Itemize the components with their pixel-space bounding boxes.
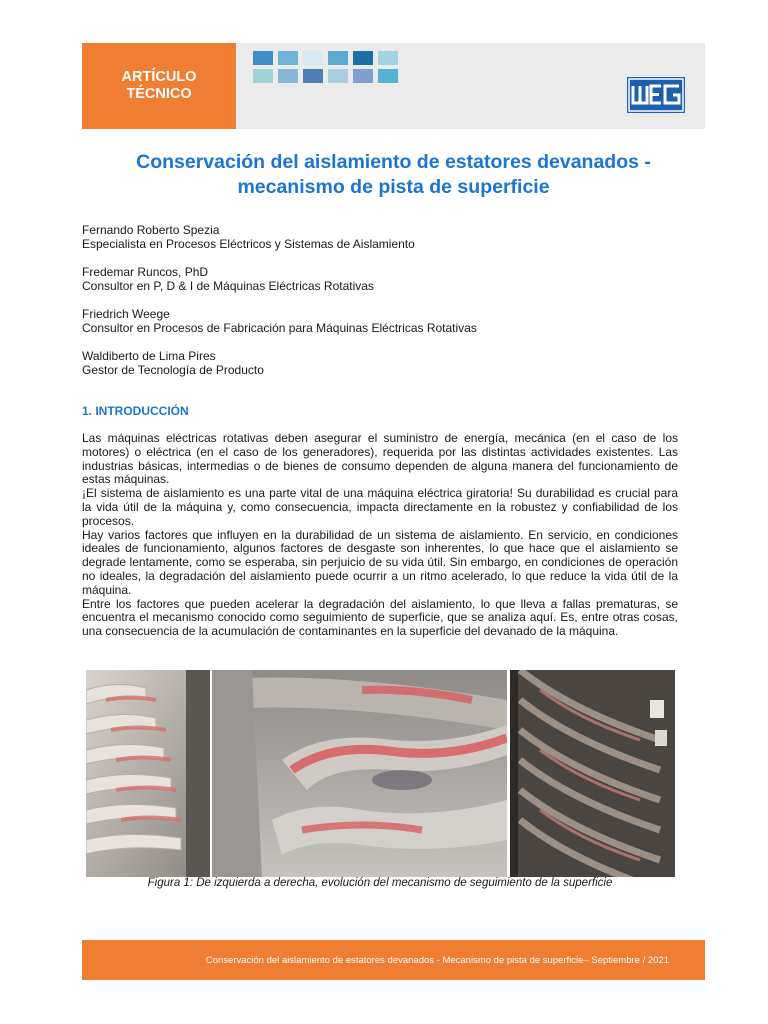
- photo-winding-mid: [212, 670, 507, 877]
- title-line-1: Conservación del aislamiento de estatores devanados -: [136, 151, 651, 173]
- mosaic-tile: [378, 51, 398, 65]
- article-header: [82, 43, 705, 129]
- author-block: [82, 307, 477, 335]
- author-name: Fernando Roberto Spezia: [82, 223, 220, 237]
- mosaic-tile: [253, 69, 273, 83]
- body-paragraph: ¡El sistema de aislamiento es una parte vital de una máquina eléctrica giratoria! Su durabilidad es crucial para la vida útil de la máquina y, como consecuencia, impacta directamente en la robustez y confiabilidad de los procesos.: [82, 486, 678, 528]
- body-paragraph: Entre los factores que pueden acelerar la degradación del aislamiento, lo que lleva a fallas prematuras, se encuentra el mecanismo conocido como seguimiento de superficie, que se analiza aquí. Es, entre otras cosas, una consecuencia de la acumulación de contaminantes en la superficie del devanado de la máquina.: [82, 596, 678, 639]
- author-block: [82, 349, 264, 377]
- mosaic-tile: [278, 51, 298, 65]
- author-name: Waldiberto de Lima Pires: [82, 349, 216, 363]
- author-block: [82, 223, 415, 251]
- author-role: Consultor en Procesos de Fabricación para Máquinas Eléctricas Rotativas: [82, 321, 477, 335]
- mosaic-tile: [378, 69, 398, 83]
- body-paragraph: Hay varios factores que influyen en la durabilidad de un sistema de aislamiento. En servicio, en condiciones ideales de funcionamiento, algunos factores de desgaste son inherentes, lo que hace que el aislamiento se degrade lentamente, como se esperaba, sin perjuicio de su vida útil. Sin embargo, en condiciones de operación no ideales, la degradación del aislamiento puede ocurrir a un ritmo acelerado, lo que reduce la vida útil de la máquina.: [82, 527, 678, 597]
- mosaic-tile: [253, 51, 273, 65]
- footer-text: Conservación del aislamiento de estatores devanados - Mecanismo de pista de superficie– Septiembre / 2021: [205, 954, 669, 966]
- mosaic-tile: [303, 51, 323, 65]
- author-name: Friedrich Weege: [82, 307, 170, 321]
- figure-caption: Figura 1: De izquierda a derecha, evolución del mecanismo de seguimiento de la superficie: [147, 877, 613, 889]
- mosaic-tile: [278, 69, 298, 83]
- author-role: Gestor de Tecnología de Producto: [82, 363, 264, 377]
- tag-line-1: ARTÍCULO: [121, 69, 197, 85]
- mosaic-tile: [353, 51, 373, 65]
- author-role: Especialista en Procesos Eléctricos y Sistemas de Aislamiento: [82, 237, 415, 251]
- page-footer: [82, 940, 705, 980]
- photo-winding-advanced: [510, 670, 675, 877]
- mosaic-tile: [328, 69, 348, 83]
- mosaic-tile: [328, 51, 348, 65]
- tag-line-2: TÉCNICO: [126, 86, 192, 102]
- article-type-tag: [82, 43, 236, 129]
- section-body: [82, 432, 678, 639]
- title-line-2: mecanismo de pista de superficie: [237, 176, 550, 198]
- section-heading: 1. INTRODUCCIÓN: [82, 404, 189, 418]
- author-name: Fredemar Runcos, PhD: [82, 265, 209, 279]
- author-block: [82, 265, 374, 293]
- body-paragraph: Las máquinas eléctricas rotativas deben asegurar el suministro de energía, mecánica (en el caso de los motores) o eléctrica (en el caso de los generadores), requerida por las distintas actividades existentes. Las industrias básicas, intermedias o de bienes de consumo dependen de alguna manera del funcionamiento de estas máquinas.: [82, 431, 678, 487]
- author-role: Consultor en P, D & I de Máquinas Eléctricas Rotativas: [82, 279, 374, 293]
- mosaic-tile: [353, 69, 373, 83]
- article-title: [82, 150, 705, 200]
- mosaic-tile: [303, 69, 323, 83]
- photo-winding-early: [86, 670, 210, 877]
- weg-logo: [627, 77, 685, 113]
